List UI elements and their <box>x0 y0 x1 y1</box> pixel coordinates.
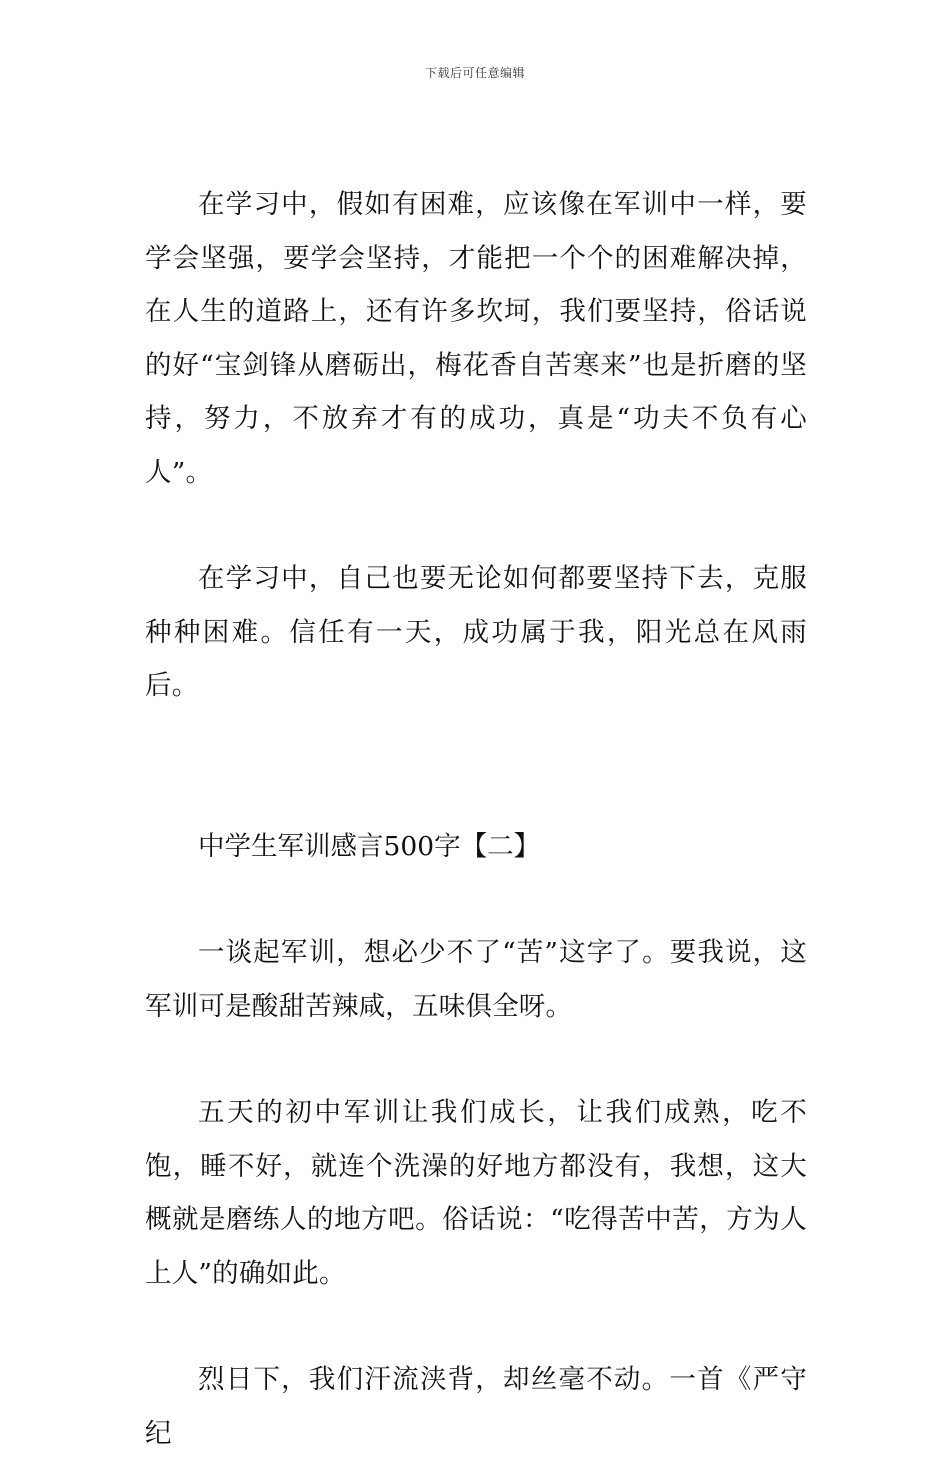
page-header: 下载后可任意编辑 <box>424 66 525 80</box>
paragraph-overcome: 在学习中，自己也要无论如何都要坚持下去，克服种种困难。信任有一天，成功属于我，阳光总在风雨后。 <box>145 563 807 701</box>
paragraph-spacer <box>145 1033 807 1086</box>
section-spacer <box>145 713 807 820</box>
section-heading: 中学生军训感言500字【二】 <box>198 830 541 862</box>
document-body <box>145 178 807 1460</box>
paragraph-five-days: 五天的初中军训让我们成长，让我们成熟，吃不饱，睡不好，就连个洗澡的好地方都没有，我想，这大概就是磨练人的地方吧。俗话说：“吃得苦中苦，方为人上人”的确如此。 <box>145 1097 807 1289</box>
paragraph-spacer <box>145 1300 807 1353</box>
paragraph-military-training: 一谈起军训，想必少不了“苦”这字了。要我说，这军训可是酸甜苦辣咸，五味俱全呀。 <box>145 937 807 1022</box>
paragraph-spacer <box>145 499 807 552</box>
paragraph-persistence: 在学习中，假如有困难，应该像在军训中一样，要学会坚强，要学会坚持，才能把一个个的困难解决掉，在人生的道路上，还有许多坎坷，我们要坚持，俗话说的好“宝剑锋从磨砺出，梅花香自苦寒来”也是折磨的坚持，努力，不放弃才有的成功，真是“功夫不负有心人”。 <box>145 189 807 488</box>
paragraph-hot-sun: 烈日下，我们汗流浃背，却丝毫不动。一首《严守纪 <box>145 1364 807 1449</box>
paragraph-spacer <box>145 873 807 926</box>
